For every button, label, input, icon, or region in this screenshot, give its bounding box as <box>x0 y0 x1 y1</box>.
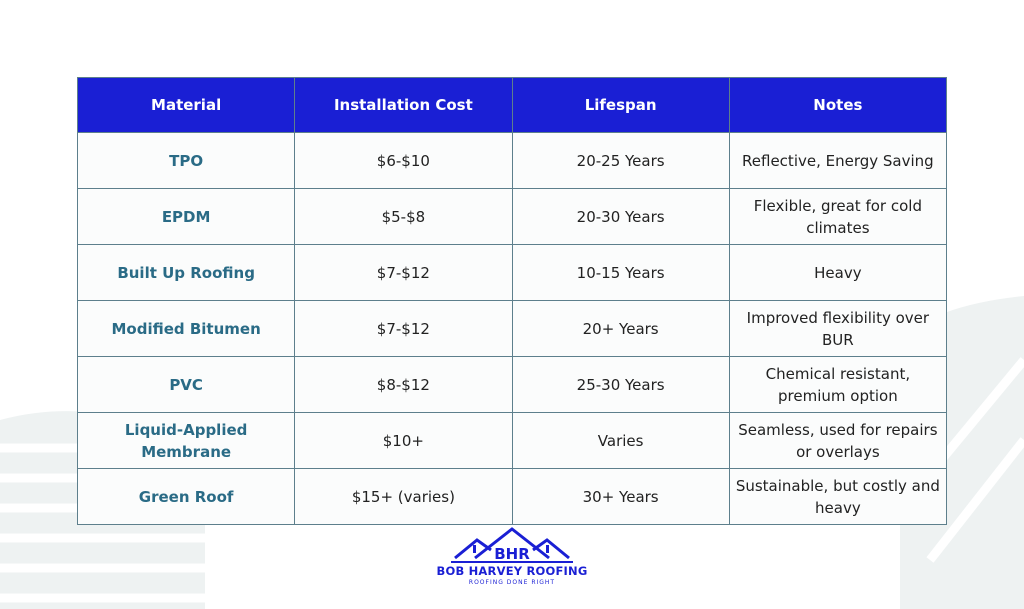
table-row <box>78 413 947 469</box>
table-row <box>78 469 947 525</box>
material-cell: EPDM <box>78 189 295 245</box>
notes-cell: Sustainable, but costly and heavy <box>729 469 946 525</box>
roofing-materials-table <box>77 77 947 525</box>
company-logo <box>436 526 588 606</box>
cost-cell: $7-$12 <box>295 245 512 301</box>
cost-cell: $7-$12 <box>295 301 512 357</box>
material-cell: Green Roof <box>78 469 295 525</box>
material-cell: PVC <box>78 357 295 413</box>
table-header-row <box>78 78 947 133</box>
cost-cell: $5-$8 <box>295 189 512 245</box>
notes-cell: Flexible, great for cold climates <box>729 189 946 245</box>
material-cell: Modified Bitumen <box>78 301 295 357</box>
cost-cell: $15+ (varies) <box>295 469 512 525</box>
lifespan-cell: 20-30 Years <box>512 189 729 245</box>
column-header: Lifespan <box>512 78 729 133</box>
lifespan-cell: 30+ Years <box>512 469 729 525</box>
lifespan-cell: 20+ Years <box>512 301 729 357</box>
logo-monogram: BHR <box>494 545 530 563</box>
column-header: Installation Cost <box>295 78 512 133</box>
lifespan-cell: Varies <box>512 413 729 469</box>
cost-cell: $6-$10 <box>295 133 512 189</box>
notes-cell: Seamless, used for repairs or overlays <box>729 413 946 469</box>
column-header: Notes <box>729 78 946 133</box>
notes-cell: Chemical resistant, premium option <box>729 357 946 413</box>
table-row <box>78 357 947 413</box>
table-row <box>78 245 947 301</box>
material-cell: Liquid-Applied Membrane <box>78 413 295 469</box>
lifespan-cell: 20-25 Years <box>512 133 729 189</box>
table-row <box>78 301 947 357</box>
material-cell: TPO <box>78 133 295 189</box>
notes-cell: Reflective, Energy Saving <box>729 133 946 189</box>
notes-cell: Heavy <box>729 245 946 301</box>
lifespan-cell: 25-30 Years <box>512 357 729 413</box>
table-row <box>78 133 947 189</box>
house-roof-icon <box>447 526 577 564</box>
cost-cell: $8-$12 <box>295 357 512 413</box>
logo-company-name: BOB HARVEY ROOFING <box>436 564 588 578</box>
notes-cell: Improved flexibility over BUR <box>729 301 946 357</box>
column-header: Material <box>78 78 295 133</box>
table-row <box>78 189 947 245</box>
lifespan-cell: 10-15 Years <box>512 245 729 301</box>
cost-cell: $10+ <box>295 413 512 469</box>
material-cell: Built Up Roofing <box>78 245 295 301</box>
logo-tagline: ROOFING DONE RIGHT <box>468 579 556 586</box>
